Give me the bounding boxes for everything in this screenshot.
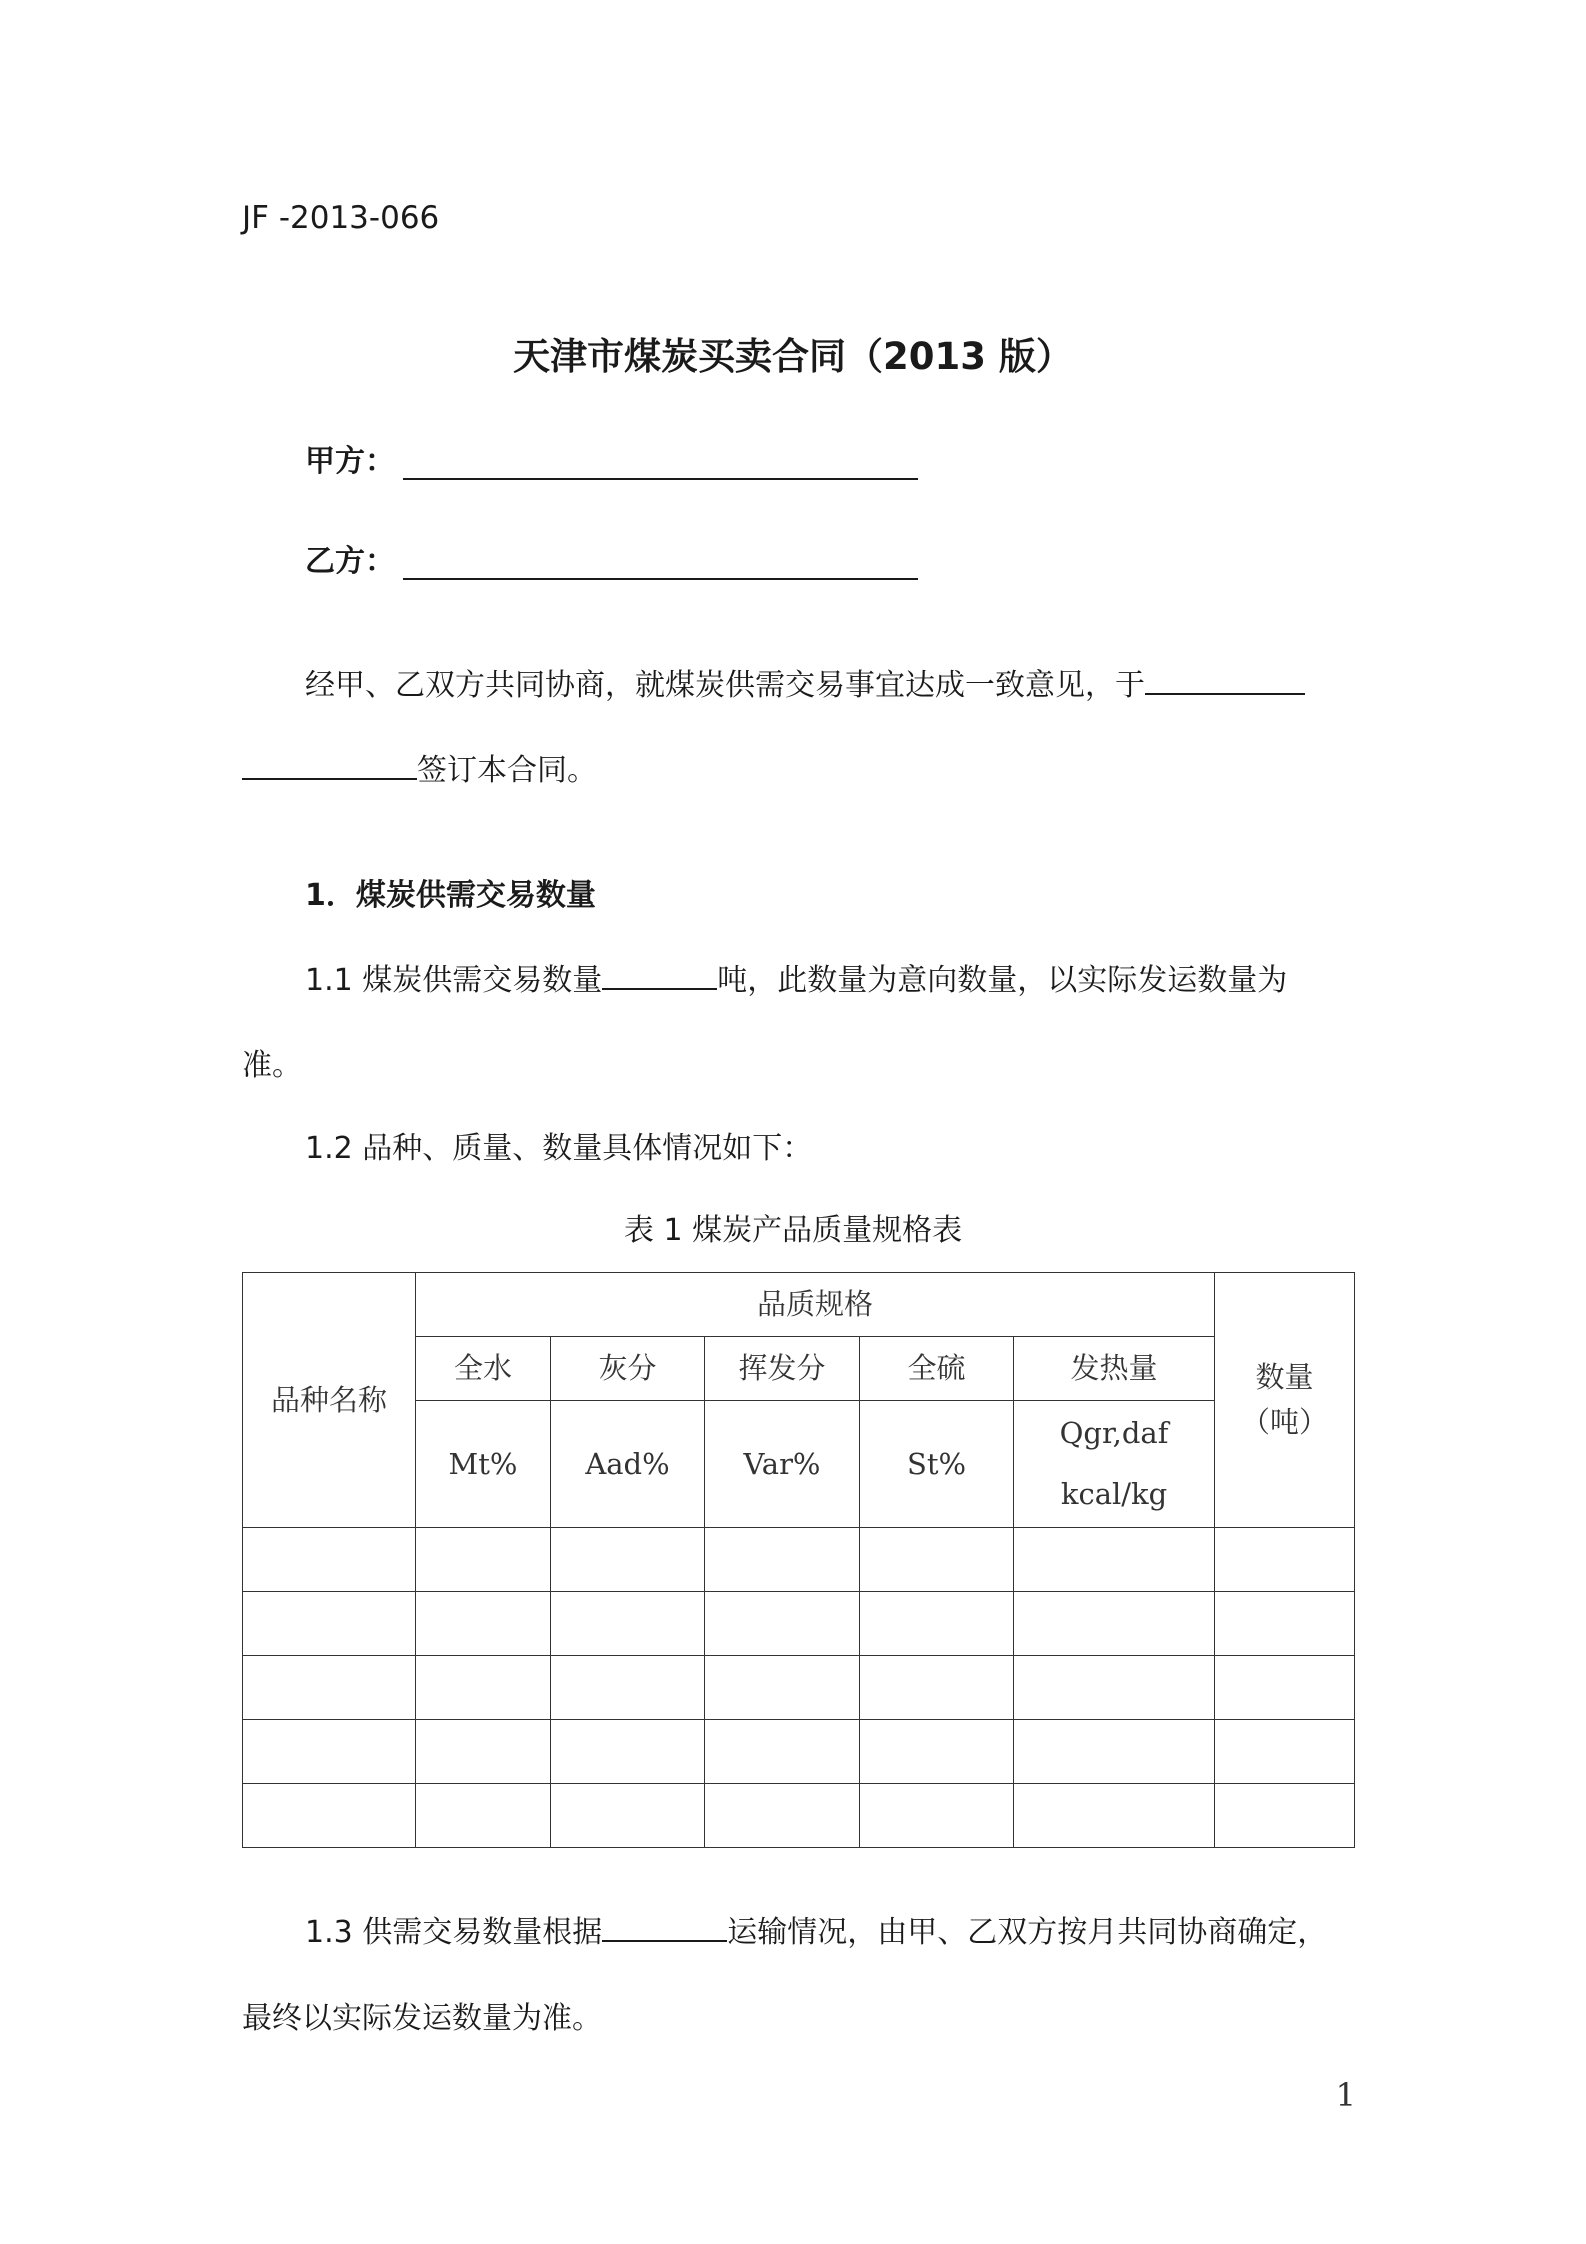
unit-calorific (1014, 1401, 1215, 1528)
variety-name-header: 品种名称 (243, 1273, 416, 1528)
clause-1-3 (305, 1907, 1327, 1951)
clause-1-1-cont: 准。 (242, 1048, 302, 1083)
section-1-heading: 1．煤炭供需交易数量 (305, 878, 596, 913)
unit-calorific-line2: kcal/kg (1060, 1477, 1168, 1511)
table-row (243, 1592, 1355, 1656)
party-b-label: 乙方： (305, 544, 395, 579)
page-title: 天津市煤炭买卖合同（2013 版） (513, 335, 1073, 378)
unit-st: St% (860, 1401, 1014, 1528)
header-ash: 灰分 (551, 1337, 705, 1401)
quantity-header (1215, 1273, 1355, 1528)
header-total-sulfur: 全硫 (860, 1337, 1014, 1401)
unit-calorific-line1: Qgr,daf (1059, 1416, 1169, 1451)
intro-paragraph-cont (242, 745, 597, 789)
signing-date-blank-2[interactable] (242, 748, 417, 780)
clause-1-1 (305, 955, 1287, 999)
header-calorific-value: 发热量 (1014, 1337, 1215, 1401)
party-a-label: 甲方： (305, 444, 395, 479)
clause-1-3-text-a: 1.3 供需交易数量根据 (305, 1915, 603, 1950)
quantity-blank[interactable] (602, 958, 717, 990)
quantity-header-line1: 数量 (1255, 1360, 1314, 1395)
intro-text-2: 签订本合同。 (417, 753, 597, 788)
table-row (243, 1720, 1355, 1784)
transport-blank[interactable] (602, 1910, 727, 1942)
intro-paragraph (305, 660, 1305, 704)
signing-date-blank-1[interactable] (1145, 663, 1305, 695)
clause-1-3-cont: 最终以实际发运数量为准。 (242, 2001, 602, 2036)
clause-1-1-text-a: 1.1 煤炭供需交易数量 (305, 963, 603, 998)
table-row (243, 1784, 1355, 1848)
clause-1-2: 1.2 品种、质量、数量具体情况如下： (305, 1131, 813, 1166)
clause-1-1-text-b: 吨，此数量为意向数量，以实际发运数量为 (717, 963, 1288, 998)
table-row (243, 1656, 1355, 1720)
quantity-header-line2: （吨） (1241, 1405, 1329, 1439)
header-volatile: 挥发分 (705, 1337, 860, 1401)
coal-spec-table (242, 1272, 1355, 1848)
unit-aad: Aad% (551, 1401, 705, 1528)
table-caption: 表 1 煤炭产品质量规格表 (623, 1213, 963, 1248)
party-a-input-line[interactable] (403, 476, 918, 480)
intro-text-1: 经甲、乙双方共同协商，就煤炭供需交易事宜达成一致意见，于 (305, 668, 1145, 703)
page-number: 1 (1335, 2076, 1356, 2114)
unit-mt: Mt% (416, 1401, 551, 1528)
unit-var: Var% (705, 1401, 860, 1528)
clause-1-3-text-b: 运输情况，由甲、乙双方按月共同协商确定， (727, 1915, 1328, 1950)
table-row (243, 1528, 1355, 1592)
party-b-input-line[interactable] (403, 576, 918, 580)
quality-spec-header: 品质规格 (416, 1273, 1215, 1337)
header-total-moisture: 全水 (416, 1337, 551, 1401)
document-code: JF -2013-066 (242, 200, 440, 236)
